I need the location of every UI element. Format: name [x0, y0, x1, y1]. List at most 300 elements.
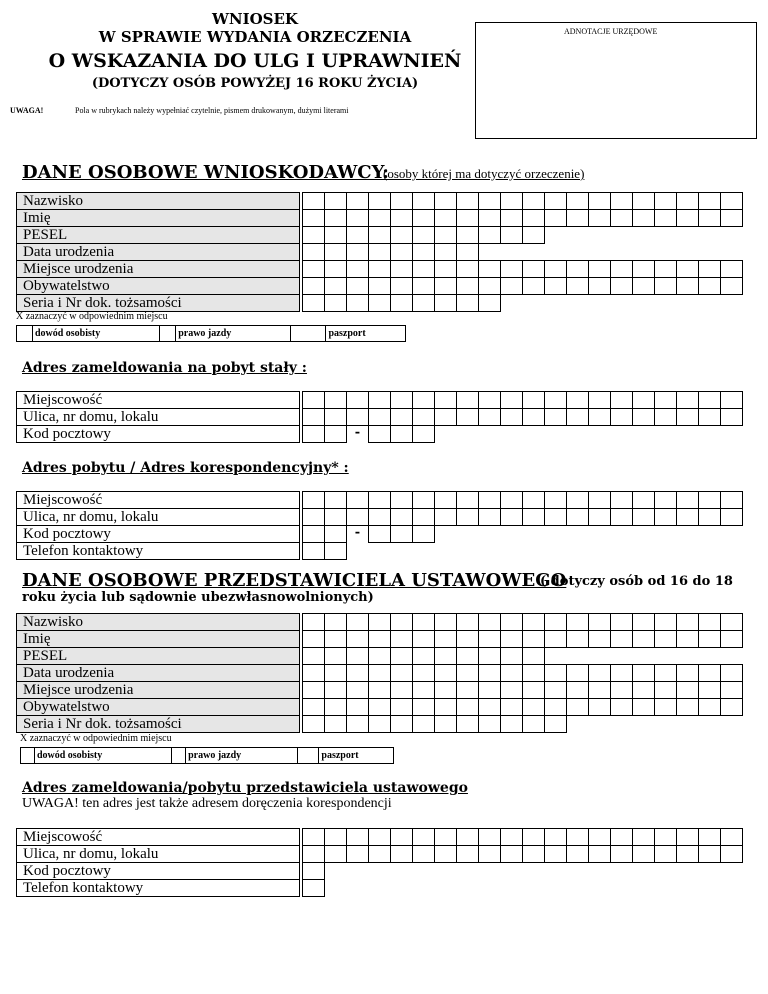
input-cell[interactable]	[456, 192, 479, 210]
input-cell[interactable]	[610, 209, 633, 227]
input-cell[interactable]	[346, 828, 369, 846]
input-cell[interactable]	[588, 828, 611, 846]
input-cell[interactable]	[566, 277, 589, 295]
input-cell[interactable]	[588, 209, 611, 227]
input-cell[interactable]	[434, 277, 457, 295]
input-cell[interactable]	[522, 391, 545, 409]
input-cell[interactable]	[698, 613, 721, 631]
input-cell[interactable]	[456, 408, 479, 426]
input-cell[interactable]	[302, 294, 325, 312]
input-cell[interactable]	[544, 391, 567, 409]
input-cell[interactable]	[456, 260, 479, 278]
input-cell[interactable]	[500, 260, 523, 278]
input-cell[interactable]	[500, 508, 523, 526]
input-cell[interactable]	[412, 277, 435, 295]
input-cell[interactable]	[720, 491, 743, 509]
input-cell[interactable]	[720, 192, 743, 210]
input-cell[interactable]	[544, 491, 567, 509]
input-cell[interactable]	[390, 647, 413, 665]
input-cell[interactable]	[500, 664, 523, 682]
input-cell[interactable]	[500, 613, 523, 631]
input-cell[interactable]	[654, 664, 677, 682]
input-cell[interactable]	[346, 260, 369, 278]
input-cell[interactable]	[324, 715, 347, 733]
input-cell[interactable]	[346, 294, 369, 312]
input-cell[interactable]	[588, 192, 611, 210]
input-cell[interactable]	[478, 613, 501, 631]
input-cell[interactable]	[566, 260, 589, 278]
input-cell[interactable]	[456, 391, 479, 409]
input-cell[interactable]	[368, 491, 391, 509]
input-cell[interactable]	[456, 209, 479, 227]
input-cell[interactable]	[720, 209, 743, 227]
input-cell[interactable]	[588, 630, 611, 648]
input-cell[interactable]	[698, 391, 721, 409]
input-cell[interactable]	[390, 391, 413, 409]
input-cell[interactable]	[434, 408, 457, 426]
input-cell[interactable]	[390, 192, 413, 210]
input-cell[interactable]	[676, 681, 699, 699]
input-cell[interactable]	[654, 192, 677, 210]
input-cell[interactable]	[346, 192, 369, 210]
input-cell[interactable]	[522, 845, 545, 863]
input-cell[interactable]	[544, 715, 567, 733]
input-cell[interactable]	[368, 260, 391, 278]
input-cell[interactable]	[610, 828, 633, 846]
input-cell[interactable]	[346, 508, 369, 526]
rep-checkbox-id-card[interactable]	[21, 748, 35, 763]
input-cell[interactable]	[522, 260, 545, 278]
input-cell[interactable]	[610, 260, 633, 278]
input-cell[interactable]	[390, 226, 413, 244]
input-cell[interactable]	[324, 243, 347, 261]
input-cell[interactable]	[368, 408, 391, 426]
input-cell[interactable]	[434, 647, 457, 665]
input-cell[interactable]	[368, 425, 391, 443]
input-cell[interactable]	[676, 698, 699, 716]
input-cell[interactable]	[698, 277, 721, 295]
input-cell[interactable]	[368, 613, 391, 631]
input-cell[interactable]	[390, 698, 413, 716]
input-cell[interactable]	[434, 192, 457, 210]
input-cell[interactable]	[368, 647, 391, 665]
input-cell[interactable]	[698, 828, 721, 846]
input-cell[interactable]	[346, 391, 369, 409]
input-cell[interactable]	[632, 698, 655, 716]
input-cell[interactable]	[654, 277, 677, 295]
input-cell[interactable]	[478, 491, 501, 509]
input-cell[interactable]	[654, 613, 677, 631]
input-cell[interactable]	[346, 647, 369, 665]
input-cell[interactable]	[478, 715, 501, 733]
input-cell[interactable]	[676, 277, 699, 295]
input-cell[interactable]	[456, 226, 479, 244]
input-cell[interactable]	[390, 243, 413, 261]
input-cell[interactable]	[544, 277, 567, 295]
input-cell[interactable]	[434, 630, 457, 648]
input-cell[interactable]	[434, 243, 457, 261]
input-cell[interactable]	[324, 845, 347, 863]
input-cell[interactable]	[346, 613, 369, 631]
input-cell[interactable]	[434, 613, 457, 631]
input-cell[interactable]	[346, 698, 369, 716]
input-cell[interactable]	[632, 664, 655, 682]
input-cell[interactable]	[698, 845, 721, 863]
rep-checkbox-passport[interactable]	[298, 748, 320, 763]
input-cell[interactable]	[302, 260, 325, 278]
input-cell[interactable]	[698, 260, 721, 278]
input-cell[interactable]	[390, 828, 413, 846]
input-cell[interactable]	[412, 192, 435, 210]
input-cell[interactable]	[500, 277, 523, 295]
input-cell[interactable]	[500, 630, 523, 648]
input-cell[interactable]	[324, 260, 347, 278]
input-cell[interactable]	[324, 664, 347, 682]
input-cell[interactable]	[390, 260, 413, 278]
input-cell[interactable]	[522, 192, 545, 210]
input-cell[interactable]	[676, 391, 699, 409]
input-cell[interactable]	[368, 508, 391, 526]
input-cell[interactable]	[500, 647, 523, 665]
input-cell[interactable]	[368, 192, 391, 210]
input-cell[interactable]	[302, 243, 325, 261]
input-cell[interactable]	[412, 525, 435, 543]
input-cell[interactable]	[720, 613, 743, 631]
input-cell[interactable]	[632, 613, 655, 631]
input-cell[interactable]	[346, 681, 369, 699]
input-cell[interactable]	[324, 613, 347, 631]
input-cell[interactable]	[676, 613, 699, 631]
input-cell[interactable]	[566, 613, 589, 631]
input-cell[interactable]	[588, 491, 611, 509]
input-cell[interactable]	[302, 209, 325, 227]
input-cell[interactable]	[302, 681, 325, 699]
input-cell[interactable]	[434, 664, 457, 682]
input-cell[interactable]	[544, 630, 567, 648]
input-cell[interactable]	[676, 491, 699, 509]
input-cell[interactable]	[478, 664, 501, 682]
input-cell[interactable]	[456, 647, 479, 665]
input-cell[interactable]	[720, 391, 743, 409]
input-cell[interactable]	[632, 408, 655, 426]
input-cell[interactable]	[522, 698, 545, 716]
input-cell[interactable]	[698, 491, 721, 509]
input-cell[interactable]	[302, 525, 325, 543]
input-cell[interactable]	[522, 647, 545, 665]
input-cell[interactable]	[368, 294, 391, 312]
input-cell[interactable]	[610, 491, 633, 509]
input-cell[interactable]	[434, 260, 457, 278]
input-cell[interactable]	[566, 192, 589, 210]
input-cell[interactable]	[412, 647, 435, 665]
input-cell[interactable]	[434, 391, 457, 409]
input-cell[interactable]	[632, 192, 655, 210]
input-cell[interactable]	[456, 277, 479, 295]
input-cell[interactable]	[654, 209, 677, 227]
input-cell[interactable]	[588, 664, 611, 682]
input-cell[interactable]	[368, 828, 391, 846]
input-cell[interactable]	[478, 391, 501, 409]
input-cell[interactable]	[698, 209, 721, 227]
input-cell[interactable]	[500, 209, 523, 227]
input-cell[interactable]	[566, 828, 589, 846]
input-cell[interactable]	[676, 192, 699, 210]
input-cell[interactable]	[302, 391, 325, 409]
input-cell[interactable]	[368, 664, 391, 682]
input-cell[interactable]	[610, 508, 633, 526]
input-cell[interactable]	[610, 698, 633, 716]
input-cell[interactable]	[588, 698, 611, 716]
input-cell[interactable]	[632, 828, 655, 846]
input-cell[interactable]	[346, 209, 369, 227]
rep-checkbox-driving-license[interactable]	[172, 748, 186, 763]
input-cell[interactable]	[500, 715, 523, 733]
input-cell[interactable]	[544, 845, 567, 863]
input-cell[interactable]	[346, 630, 369, 648]
input-cell[interactable]	[456, 630, 479, 648]
input-cell[interactable]	[390, 525, 413, 543]
input-cell[interactable]	[456, 698, 479, 716]
input-cell[interactable]	[434, 209, 457, 227]
input-cell[interactable]	[302, 542, 325, 560]
input-cell[interactable]	[720, 828, 743, 846]
input-cell[interactable]	[500, 828, 523, 846]
input-cell[interactable]	[522, 828, 545, 846]
input-cell[interactable]	[412, 630, 435, 648]
input-cell[interactable]	[654, 260, 677, 278]
input-cell[interactable]	[676, 508, 699, 526]
input-cell[interactable]	[346, 277, 369, 295]
input-cell[interactable]	[720, 681, 743, 699]
input-cell[interactable]	[588, 260, 611, 278]
input-cell[interactable]	[456, 243, 479, 261]
input-cell[interactable]	[522, 715, 545, 733]
input-cell[interactable]	[412, 226, 435, 244]
checkbox-id-card[interactable]	[17, 326, 33, 341]
input-cell[interactable]	[720, 664, 743, 682]
input-cell[interactable]	[610, 408, 633, 426]
input-cell[interactable]	[654, 630, 677, 648]
input-cell[interactable]	[434, 845, 457, 863]
input-cell[interactable]	[698, 698, 721, 716]
input-cell[interactable]	[412, 209, 435, 227]
input-cell[interactable]	[412, 508, 435, 526]
input-cell[interactable]	[654, 408, 677, 426]
input-cell[interactable]	[698, 508, 721, 526]
input-cell[interactable]	[412, 391, 435, 409]
input-cell[interactable]	[324, 491, 347, 509]
input-cell[interactable]	[478, 508, 501, 526]
input-cell[interactable]	[500, 698, 523, 716]
input-cell[interactable]	[302, 277, 325, 295]
input-cell[interactable]	[302, 508, 325, 526]
input-cell[interactable]	[478, 845, 501, 863]
input-cell[interactable]	[368, 243, 391, 261]
input-cell[interactable]	[412, 260, 435, 278]
input-cell[interactable]	[544, 664, 567, 682]
input-cell[interactable]	[302, 226, 325, 244]
input-cell[interactable]	[324, 425, 347, 443]
input-cell[interactable]	[588, 277, 611, 295]
input-cell[interactable]	[698, 664, 721, 682]
input-cell[interactable]	[368, 630, 391, 648]
input-cell[interactable]	[500, 408, 523, 426]
input-cell[interactable]	[478, 647, 501, 665]
input-cell[interactable]	[632, 491, 655, 509]
input-cell[interactable]	[412, 828, 435, 846]
input-cell[interactable]	[566, 630, 589, 648]
input-cell[interactable]	[324, 698, 347, 716]
input-cell[interactable]	[456, 294, 479, 312]
input-cell[interactable]	[324, 828, 347, 846]
input-cell[interactable]	[368, 715, 391, 733]
input-cell[interactable]	[434, 294, 457, 312]
input-cell[interactable]	[522, 613, 545, 631]
input-cell[interactable]	[478, 828, 501, 846]
input-cell[interactable]	[456, 828, 479, 846]
input-cell[interactable]	[676, 408, 699, 426]
input-cell[interactable]	[412, 243, 435, 261]
input-cell[interactable]	[500, 391, 523, 409]
input-cell[interactable]	[566, 209, 589, 227]
input-cell[interactable]	[434, 508, 457, 526]
input-cell[interactable]	[478, 226, 501, 244]
input-cell[interactable]	[368, 845, 391, 863]
input-cell[interactable]	[610, 664, 633, 682]
input-cell[interactable]	[500, 192, 523, 210]
input-cell[interactable]	[390, 277, 413, 295]
input-cell[interactable]	[632, 845, 655, 863]
checkbox-driving-license[interactable]	[160, 326, 176, 341]
input-cell[interactable]	[324, 277, 347, 295]
input-cell[interactable]	[478, 698, 501, 716]
input-cell[interactable]	[522, 226, 545, 244]
input-cell[interactable]	[346, 408, 369, 426]
input-cell[interactable]	[522, 630, 545, 648]
input-cell[interactable]	[324, 294, 347, 312]
input-cell[interactable]	[720, 845, 743, 863]
input-cell[interactable]	[390, 425, 413, 443]
input-cell[interactable]	[302, 845, 325, 863]
input-cell[interactable]	[302, 715, 325, 733]
input-cell[interactable]	[324, 209, 347, 227]
input-cell[interactable]	[588, 613, 611, 631]
input-cell[interactable]	[610, 613, 633, 631]
input-cell[interactable]	[412, 664, 435, 682]
input-cell[interactable]	[434, 698, 457, 716]
input-cell[interactable]	[676, 828, 699, 846]
input-cell[interactable]	[544, 681, 567, 699]
input-cell[interactable]	[654, 681, 677, 699]
input-cell[interactable]	[412, 408, 435, 426]
input-cell[interactable]	[390, 845, 413, 863]
input-cell[interactable]	[368, 209, 391, 227]
input-cell[interactable]	[610, 277, 633, 295]
input-cell[interactable]	[588, 408, 611, 426]
input-cell[interactable]	[412, 613, 435, 631]
input-cell[interactable]	[698, 681, 721, 699]
input-cell[interactable]	[478, 277, 501, 295]
input-cell[interactable]	[588, 845, 611, 863]
input-cell[interactable]	[346, 226, 369, 244]
input-cell[interactable]	[544, 828, 567, 846]
input-cell[interactable]	[324, 391, 347, 409]
input-cell[interactable]	[390, 508, 413, 526]
input-cell[interactable]	[522, 491, 545, 509]
input-cell[interactable]	[698, 630, 721, 648]
input-cell[interactable]	[676, 209, 699, 227]
input-cell[interactable]	[522, 408, 545, 426]
input-cell[interactable]	[390, 613, 413, 631]
input-cell[interactable]	[654, 491, 677, 509]
input-cell[interactable]	[434, 715, 457, 733]
input-cell[interactable]	[544, 192, 567, 210]
checkbox-passport[interactable]	[291, 326, 327, 341]
input-cell[interactable]	[522, 508, 545, 526]
input-cell[interactable]	[500, 845, 523, 863]
input-cell[interactable]	[654, 845, 677, 863]
input-cell[interactable]	[632, 260, 655, 278]
input-cell[interactable]	[544, 508, 567, 526]
input-cell[interactable]	[368, 391, 391, 409]
input-cell[interactable]	[698, 408, 721, 426]
input-cell[interactable]	[324, 226, 347, 244]
input-cell[interactable]	[566, 664, 589, 682]
input-cell[interactable]	[346, 715, 369, 733]
input-cell[interactable]	[566, 491, 589, 509]
input-cell[interactable]	[566, 508, 589, 526]
input-cell[interactable]	[390, 294, 413, 312]
input-cell[interactable]	[720, 508, 743, 526]
input-cell[interactable]	[676, 630, 699, 648]
input-cell[interactable]	[390, 681, 413, 699]
input-cell[interactable]	[456, 491, 479, 509]
input-cell[interactable]	[478, 192, 501, 210]
input-cell[interactable]	[610, 681, 633, 699]
input-cell[interactable]	[566, 408, 589, 426]
input-cell[interactable]	[324, 647, 347, 665]
input-cell[interactable]	[390, 715, 413, 733]
input-cell[interactable]	[434, 491, 457, 509]
input-cell[interactable]	[632, 277, 655, 295]
input-cell[interactable]	[434, 828, 457, 846]
input-cell[interactable]	[610, 391, 633, 409]
input-cell[interactable]	[610, 192, 633, 210]
input-cell[interactable]	[302, 647, 325, 665]
input-cell[interactable]	[302, 192, 325, 210]
input-cell[interactable]	[324, 542, 347, 560]
input-cell[interactable]	[324, 630, 347, 648]
input-cell[interactable]	[720, 408, 743, 426]
input-cell[interactable]	[412, 681, 435, 699]
input-cell[interactable]	[302, 698, 325, 716]
input-cell[interactable]	[632, 681, 655, 699]
input-cell[interactable]	[456, 845, 479, 863]
input-cell[interactable]	[632, 630, 655, 648]
input-cell[interactable]	[302, 613, 325, 631]
input-cell[interactable]	[324, 508, 347, 526]
input-cell[interactable]	[390, 664, 413, 682]
input-cell[interactable]	[346, 491, 369, 509]
input-cell[interactable]	[544, 260, 567, 278]
input-cell[interactable]	[324, 681, 347, 699]
input-cell[interactable]	[456, 681, 479, 699]
input-cell[interactable]	[412, 425, 435, 443]
input-cell[interactable]	[544, 698, 567, 716]
input-cell[interactable]	[632, 209, 655, 227]
input-cell[interactable]	[302, 828, 325, 846]
input-cell[interactable]	[302, 630, 325, 648]
